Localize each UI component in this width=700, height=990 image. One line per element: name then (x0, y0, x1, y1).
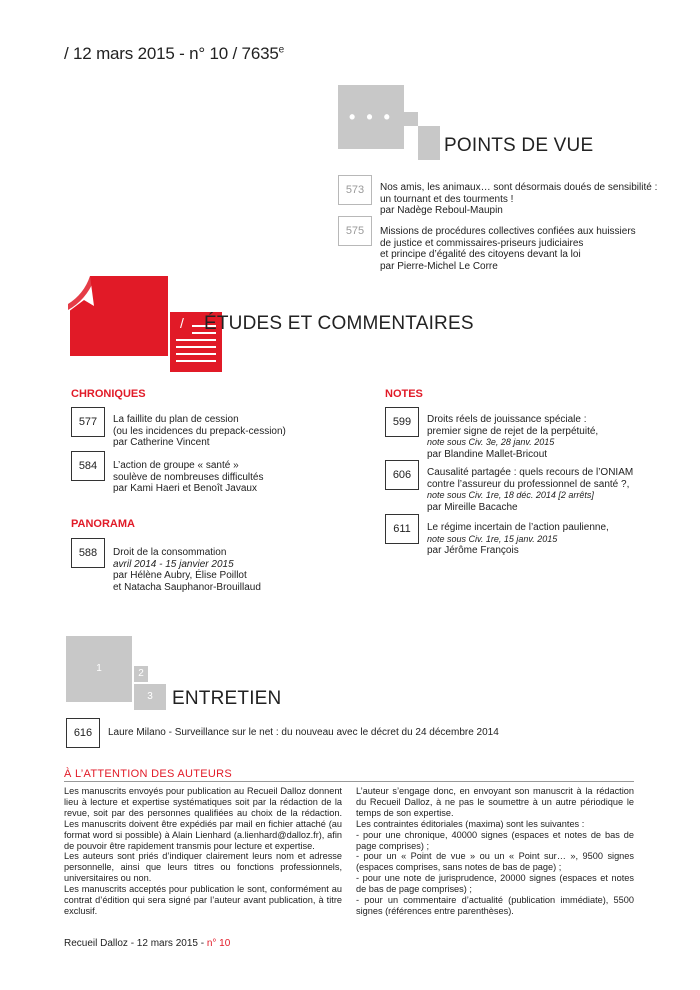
dots-icon: • • • (349, 107, 393, 127)
article-author: par Hélène Aubry, Élise Poillot (113, 570, 247, 581)
article-author: par Kami Haeri et Benoît Javaux (113, 483, 257, 494)
entretien-title: ENTRETIEN (172, 688, 282, 709)
attention-paragraph: - pour un « Point de vue » ou un « Point sur… », 9500 signes (espaces comprises, sans notes de bas de page) ; (356, 851, 634, 873)
article-author: par Nadège Reboul-Maupin (380, 205, 503, 216)
article-title-line: (ou les incidences du prepack-cession) (113, 425, 286, 437)
article-title-line: un tournant et des tourments ! (380, 193, 514, 205)
article-number-588[interactable]: 588 (71, 538, 105, 568)
article-title-line: Droit de la consommation (113, 547, 227, 558)
attention-paragraph: Les manuscrits envoyés pour publication au Recueil Dalloz donnent lieu à lecture et expertise systématiques soit par la rédaction de la revue, soit par des personnes qualifiées au choix de la rédaction. Les manuscrits doivent être expédiés par mail en fichier attaché (au format word si possible) à Alain Lienhard (a.lienhard@dalloz.fr), afin de pouvoir être rapidement transmis pour lecture et expertise. (64, 786, 342, 851)
article-611[interactable] (427, 522, 609, 557)
panorama-label: PANORAMA (71, 518, 135, 530)
article-584[interactable] (113, 460, 263, 495)
article-title-line: Causalité partagée : quels recours de l’ONIAM (427, 467, 634, 478)
article-616[interactable]: Laure Milano - Surveillance sur le net : du nouveau avec le décret du 24 décembre 2014 (108, 727, 499, 738)
article-number-606[interactable]: 606 (385, 460, 419, 490)
etudes-title: ÉTUDES ET COMMENTAIRES (204, 313, 474, 334)
issue-header (64, 44, 284, 64)
article-author: par Pierre-Michel Le Corre (380, 260, 498, 272)
page-footer (64, 938, 230, 949)
article-number-599[interactable]: 599 (385, 407, 419, 437)
gray-square-medium (418, 126, 440, 160)
article-title-line: et principe d’égalité des citoyens devant la loi (380, 249, 581, 260)
attention-paragraph: Les auteurs sont priés d’indiquer clairement leurs nom et adresse personnelle, ainsi que leurs titres ou fonctions professionnels, universitaires ou non. (64, 851, 342, 884)
slash-badge: / (172, 312, 192, 334)
article-599[interactable] (427, 414, 598, 460)
article-author: et Natacha Sauphanor-Brouillaud (113, 581, 261, 593)
gray-square-small (404, 112, 418, 126)
attention-paragraph: - pour une chronique, 40000 signes (espaces et notes de bas de page comprises) ; (356, 829, 634, 851)
attention-paragraph: - pour une note de jurisprudence, 20000 signes (espaces et notes de bas de page comprises) ; (356, 873, 634, 895)
issue-text: / 12 mars 2015 - n° 10 / 7635 (64, 44, 279, 63)
chroniques-label: CHRONIQUES (71, 388, 146, 400)
article-606[interactable] (427, 467, 633, 513)
article-title-line: Droits réels de jouissance spéciale : (427, 414, 587, 425)
article-author: par Catherine Vincent (113, 437, 210, 448)
article-author: par Blandine Mallet-Bricout (427, 448, 548, 460)
article-title-line: contre l’assureur du professionnel de santé ?, (427, 478, 630, 490)
attention-paragraph: L’auteur s’engage donc, en envoyant son manuscrit à la rédaction du Recueil Dalloz, à ne pas le soumettre à un autre périodique le temps de son expertise. (356, 786, 634, 818)
attention-divider (64, 781, 634, 782)
article-577[interactable] (113, 414, 286, 449)
article-title-line: Missions de procédures collectives confiées aux huissiers (380, 226, 636, 237)
article-note: note sous Civ. 1re, 15 janv. 2015 (427, 533, 558, 544)
article-number-616[interactable]: 616 (66, 718, 100, 748)
article-author: par Mireille Bacache (427, 501, 518, 513)
article-title-line: de justice et commissaires-priseurs judiciaires (380, 237, 584, 249)
article-575[interactable] (380, 226, 636, 272)
attention-paragraph: Les manuscrits acceptés pour publication le sont, conformément au contrat d’édition qui sera signé par l’auteur avant publication, à titre exclusif. (64, 884, 342, 916)
entretien-block-3: 3 (134, 684, 166, 710)
article-title-line: premier signe de rejet de la perpétuité, (427, 425, 599, 437)
article-number-573[interactable]: 573 (338, 175, 372, 205)
points-de-vue-title: POINTS DE VUE (444, 135, 594, 156)
article-number-575[interactable]: 575 (338, 216, 372, 246)
article-title-line: Le régime incertain de l’action paulienne, (427, 522, 609, 533)
article-number-584[interactable]: 584 (71, 451, 105, 481)
article-title-line: soulève de nombreuses difficultés (113, 471, 264, 483)
article-number-577[interactable]: 577 (71, 407, 105, 437)
article-note: avril 2014 - 15 janvier 2015 (113, 558, 234, 570)
entretien-block-1: 1 (66, 636, 132, 702)
attention-paragraph: Les contraintes éditoriales (maxima) sont les suivantes : (356, 818, 585, 829)
points-de-vue-gray-block (338, 85, 404, 149)
article-number-611[interactable]: 611 (385, 514, 419, 544)
entretien-block-2: 2 (134, 666, 148, 682)
attention-paragraph: - pour un commentaire d’actualité (publication immédiate), 5500 signes (références entre parenthèses). (356, 895, 634, 916)
article-note: note sous Civ. 1re, 18 déc. 2014 [2 arrêts] (427, 490, 594, 500)
article-588[interactable] (113, 547, 261, 593)
article-author: par Jérôme François (427, 545, 519, 556)
attention-right-column (356, 786, 634, 917)
article-title-line: L’action de groupe « santé » (113, 460, 239, 471)
article-title-line: Nos amis, les animaux… sont désormais doués de sensibilité : (380, 182, 658, 193)
attention-left-column (64, 786, 342, 917)
attention-title: À L’ATTENTION DES AUTEURS (64, 768, 233, 780)
article-573[interactable] (380, 182, 657, 217)
article-title-line: La faillite du plan de cession (113, 414, 239, 425)
article-note: note sous Civ. 3e, 28 janv. 2015 (427, 437, 555, 447)
footer-text: Recueil Dalloz - 12 mars 2015 - (64, 938, 207, 949)
issue-sup: e (278, 44, 284, 56)
footer-issue-number: n° 10 (206, 938, 231, 949)
notes-label: NOTES (385, 388, 423, 400)
